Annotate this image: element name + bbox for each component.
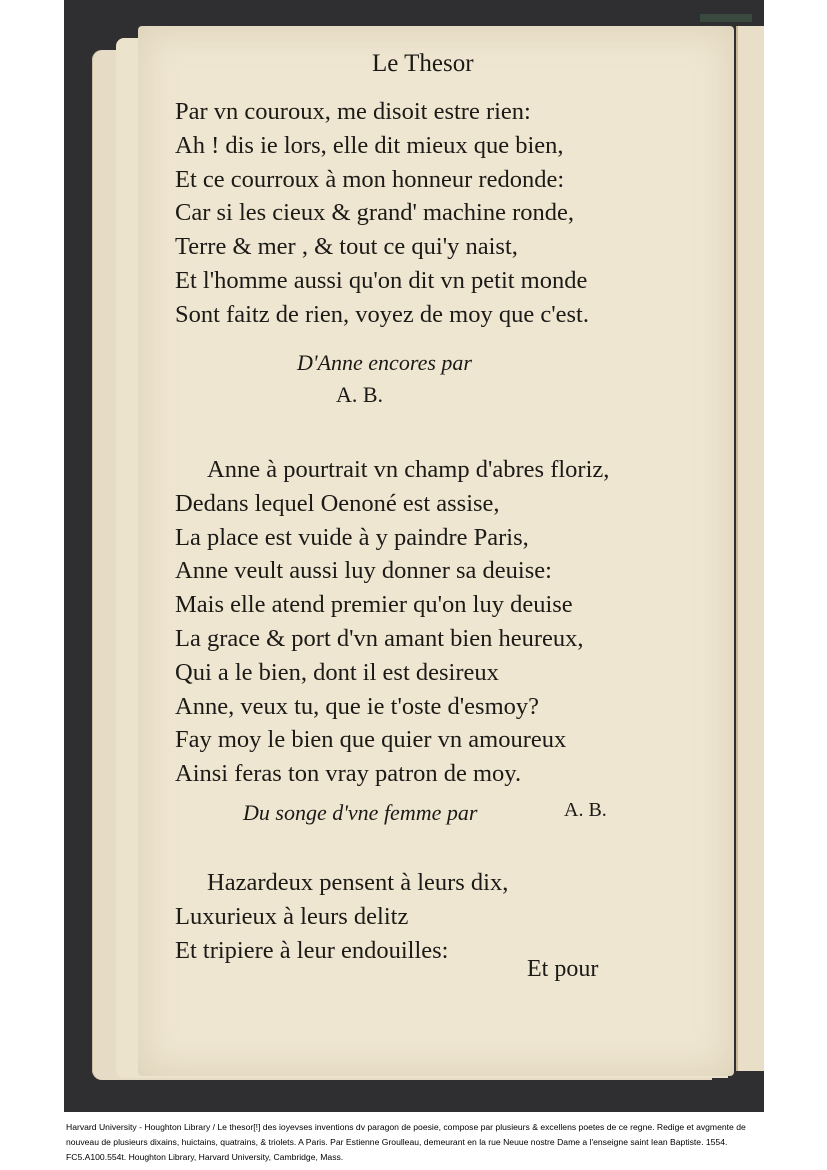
verse-line: Et ce courroux à mon honneur redonde: [175, 165, 565, 193]
verse-line: Qui a le bien, dont il est desireux [175, 658, 499, 686]
library-caption: Harvard University - Houghton Library / Le thesor[!] des ioyevses inventions dv paragon de poesie, compose par plusieurs & excellens poetes de ce regne. Redige et avgmente de nouveau de plusieurs dixains, huictains, quatrains, & triolets. A Paris. Par Estienne Groulleau, demeurant en la rue Neuue nostre Dame a l'enseigne saint Iean Baptiste. 1554. FC5.A100.554t. Houghton Library, Harvard University, Cambridge, Mass. [66, 1122, 746, 1162]
catchword: Et pour [527, 956, 599, 982]
verse-line: Dedans lequel Oenoné est assise, [175, 489, 500, 517]
verse-line: Mais elle atend premier qu'on luy deuise [175, 591, 573, 619]
verse-line: Anne, veux tu, que ie t'oste d'esmoy? [175, 692, 539, 720]
section-2-authors: A. B. [336, 382, 384, 407]
page-header-title: Le Thesor [372, 50, 474, 77]
binding-thread [700, 14, 752, 22]
verse-line: Fay moy le bien que quier vn amoureux [175, 726, 567, 754]
verse-line: Et l'homme aussi qu'on dit vn petit monde [175, 266, 588, 294]
verse-line: Terre & mer , & tout ce qui'y naist, [175, 233, 518, 261]
poem-1 [175, 95, 589, 332]
verse-line: Car si les cieux & grand' machine ronde, [175, 199, 575, 227]
verse-line: Et tripiere à leur endouilles: [175, 936, 449, 964]
verse-line: Ah ! dis ie lors, elle dit mieux que bien, [175, 131, 564, 159]
section-3-authors: A. B. [564, 799, 607, 821]
section-3-heading: Du songe d'vne femme par [243, 800, 478, 825]
verse-line: La grace & port d'vn amant bien heureux, [175, 624, 584, 652]
section-2-heading: D'Anne encores par [297, 350, 472, 375]
poem-3 [175, 866, 508, 967]
verse-line: La place est vuide à y paindre Paris, [175, 523, 529, 551]
verse-line: Ainsi feras ton vray patron de moy. [175, 760, 522, 788]
verse-line: Par vn couroux, me disoit estre rien: [175, 98, 531, 125]
verse-line: Anne à pourtrait vn champ d'abres floriz, [207, 456, 610, 483]
verse-line: Anne veult aussi luy donner sa deuise: [175, 557, 552, 585]
poem-2 [175, 453, 609, 791]
verse-line: Hazardeux pensent à leurs dix, [207, 869, 509, 896]
verse-line: Sont faitz de rien, voyez de moy que c'est. [175, 300, 589, 328]
verse-line: Luxurieux à leurs delitz [175, 902, 409, 930]
facing-page-edge [736, 26, 764, 1071]
